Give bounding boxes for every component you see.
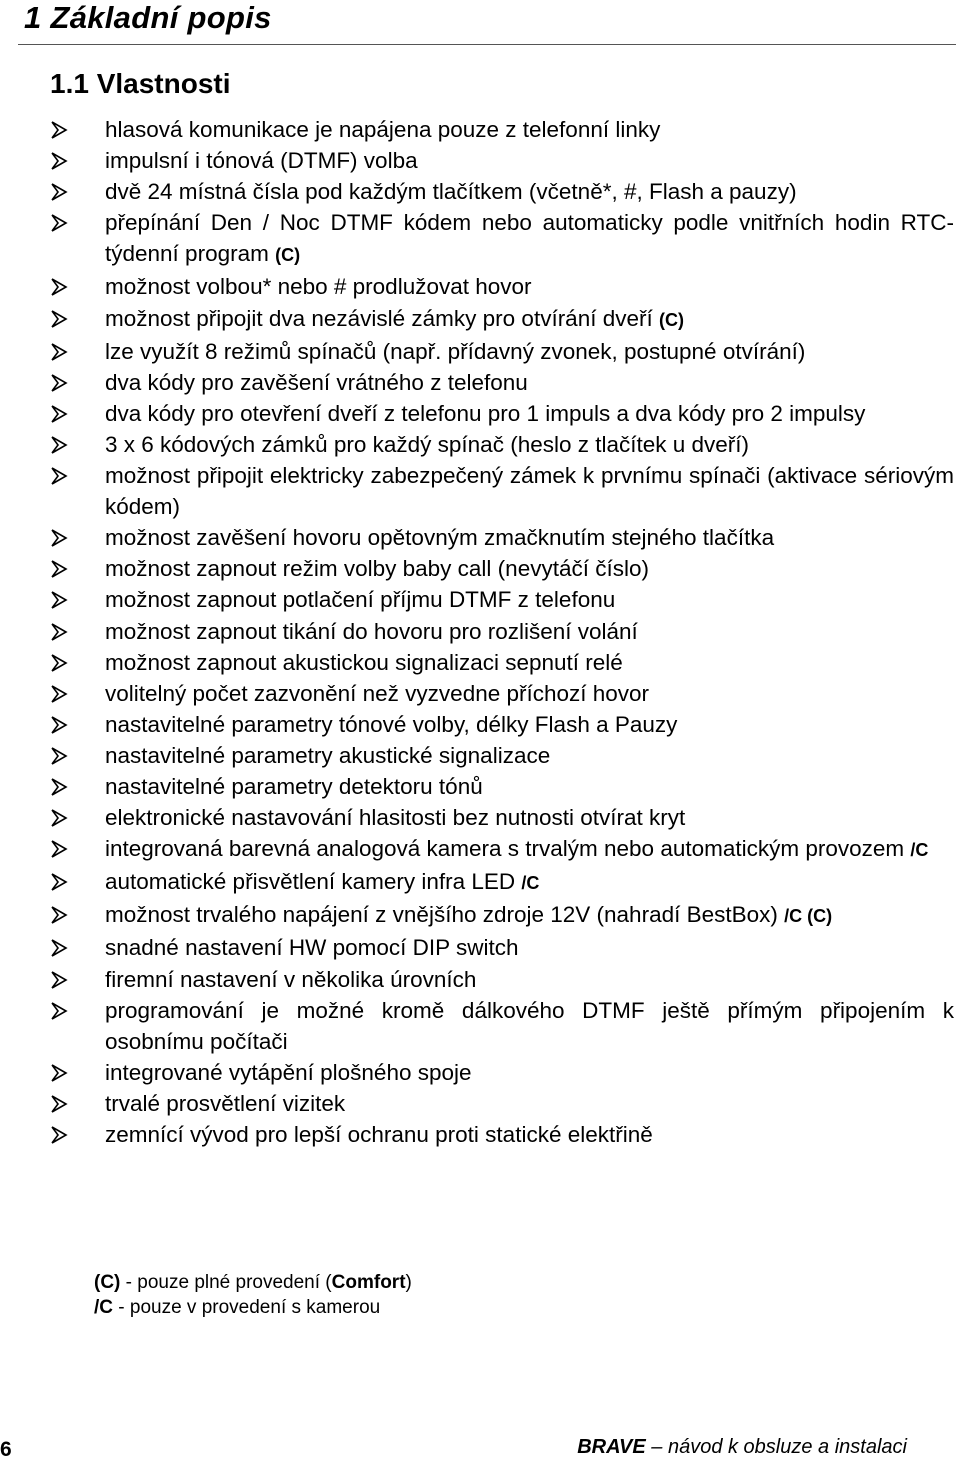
arrow-bullet-icon xyxy=(50,405,70,423)
list-item xyxy=(0,771,960,802)
arrow-bullet-icon xyxy=(50,685,70,703)
legend-comfort-word: Comfort xyxy=(331,1272,406,1293)
list-item-text xyxy=(105,553,954,584)
list-item xyxy=(0,460,960,522)
list-item-text xyxy=(105,207,954,271)
list-item-text xyxy=(105,460,954,522)
list-item-text xyxy=(105,709,954,740)
arrow-bullet-icon xyxy=(50,343,70,361)
list-item-text xyxy=(105,802,954,833)
arrow-bullet-icon xyxy=(50,591,70,609)
list-item-label: nastavitelné parametry detektoru tónů xyxy=(105,773,483,799)
section-heading: 1.1 Vlastnosti xyxy=(50,68,231,99)
variant-mark: /C xyxy=(910,840,929,861)
list-item-label: nastavitelné parametry akustické signalizace xyxy=(105,742,551,768)
list-item xyxy=(0,429,960,460)
list-item-text xyxy=(105,932,954,963)
list-item xyxy=(0,145,960,176)
list-item xyxy=(0,303,960,336)
list-item-label: možnost zavěšení hovoru opětovným zmačknutím stejného tlačítka xyxy=(105,525,775,551)
arrow-bullet-icon xyxy=(50,183,70,201)
legend-line-camera xyxy=(94,1295,412,1320)
list-item-text xyxy=(105,964,954,995)
legend-code-c: (C) xyxy=(94,1272,121,1293)
list-item-text xyxy=(105,303,954,336)
list-item-label: možnost zapnout tikání do hovoru pro rozlišení volání xyxy=(105,618,638,644)
list-item-text xyxy=(105,176,954,207)
variant-mark: /C xyxy=(521,873,540,894)
footer-brand: BRAVE xyxy=(577,1436,646,1458)
arrow-bullet-icon xyxy=(50,529,70,547)
chapter-heading: 1 Základní popis xyxy=(24,0,272,35)
list-item-label: možnost zapnout potlačení příjmu DTMF z telefonu xyxy=(105,587,616,613)
list-item xyxy=(0,1088,960,1119)
list-item-text xyxy=(105,336,954,367)
list-item xyxy=(0,616,960,647)
arrow-bullet-icon xyxy=(50,654,70,672)
legend-code-camera: /C xyxy=(94,1297,113,1318)
list-item-text xyxy=(105,771,954,802)
list-item xyxy=(0,866,960,899)
list-item-text xyxy=(105,145,954,176)
arrow-bullet-icon xyxy=(50,560,70,578)
list-item xyxy=(0,932,960,963)
list-item-text xyxy=(105,584,954,615)
list-item-text xyxy=(105,833,954,866)
list-item-label: hlasová komunikace je napájena pouze z telefonní linky xyxy=(105,117,661,142)
list-item-text xyxy=(105,367,954,398)
list-item-label: snadné nastavení HW pomocí DIP switch xyxy=(105,935,519,961)
variant-mark: (C) xyxy=(275,245,301,266)
list-item xyxy=(0,584,960,615)
legend-text-c: - pouze plné provedení ( xyxy=(120,1272,332,1293)
list-item-label: trvalé prosvětlení vizitek xyxy=(105,1090,346,1116)
list-item-label: impulsní i tónová (DTMF) volba xyxy=(105,148,418,174)
variant-mark: /C (C) xyxy=(784,906,833,927)
list-item-text xyxy=(105,1057,954,1088)
list-item-label: přepínání Den / Noc DTMF kódem nebo automaticky podle vnitřních hodin RTC- týdenní program xyxy=(105,210,954,267)
page-number: 6 xyxy=(0,1438,12,1461)
list-item-text xyxy=(105,647,954,678)
list-item-label: automatické přisvětlení kamery infra LED xyxy=(105,869,522,895)
list-item xyxy=(0,802,960,833)
arrow-bullet-icon xyxy=(50,809,70,827)
list-item-text xyxy=(105,1119,954,1150)
arrow-bullet-icon xyxy=(50,939,70,957)
list-item-label: možnost připojit elektricky zabezpečený zámek k prvnímu spínači (aktivace sériovým kódem) xyxy=(105,463,954,520)
list-item-label: možnost zapnout akustickou signalizaci sepnutí relé xyxy=(105,649,623,675)
arrow-bullet-icon xyxy=(50,716,70,734)
list-item-label: 3 x 6 kódových zámků pro každý spínač (heslo z tlačítek u dveří) xyxy=(105,431,750,457)
list-item xyxy=(0,740,960,771)
arrow-bullet-icon xyxy=(50,840,70,858)
list-item-label: firemní nastavení v několika úrovních xyxy=(105,966,477,992)
list-item-label: dva kódy pro zavěšení vrátného z telefonu xyxy=(105,369,528,395)
list-item-text xyxy=(105,522,954,553)
arrow-bullet-icon xyxy=(50,310,70,328)
arrow-bullet-icon xyxy=(50,278,70,296)
list-item-text xyxy=(105,616,954,647)
list-item xyxy=(0,709,960,740)
list-item xyxy=(0,207,960,271)
list-item-text xyxy=(105,678,954,709)
arrow-bullet-icon xyxy=(50,1064,70,1082)
list-item xyxy=(0,398,960,429)
list-item-text xyxy=(105,429,954,460)
legend-text-c-end: ) xyxy=(405,1272,412,1293)
list-item-text xyxy=(105,740,954,771)
list-item xyxy=(0,1057,960,1088)
feature-list xyxy=(0,114,960,1150)
list-item-text xyxy=(105,995,954,1057)
arrow-bullet-icon xyxy=(50,623,70,641)
footer-title xyxy=(577,1436,907,1459)
list-item-label: elektronické nastavování hlasitosti bez nutnosti otvírat kryt xyxy=(105,805,686,831)
list-item-label: nastavitelné parametry tónové volby, délky Flash a Pauzy xyxy=(105,711,678,737)
legend-text-camera: - pouze v provedení s kamerou xyxy=(113,1297,381,1318)
arrow-bullet-icon xyxy=(50,1002,70,1020)
arrow-bullet-icon xyxy=(50,778,70,796)
arrow-bullet-icon xyxy=(50,747,70,765)
list-item-text xyxy=(105,114,954,145)
list-item xyxy=(0,995,960,1057)
list-item xyxy=(0,833,960,866)
list-item-label: možnost připojit dva nezávislé zámky pro otvírání dveří xyxy=(105,305,659,331)
list-item-label: integrované vytápění plošného spoje xyxy=(105,1059,472,1085)
list-item-text xyxy=(105,398,954,429)
variant-mark: (C) xyxy=(659,309,684,330)
list-item xyxy=(0,964,960,995)
list-item xyxy=(0,522,960,553)
arrow-bullet-icon xyxy=(50,121,70,139)
list-item xyxy=(0,553,960,584)
arrow-bullet-icon xyxy=(50,436,70,454)
list-item xyxy=(0,678,960,709)
list-item-label: dva kódy pro otevření dveří z telefonu pro 1 impuls a dva kódy pro 2 impulsy xyxy=(105,400,866,426)
arrow-bullet-icon xyxy=(50,1095,70,1113)
list-item-label: možnost volbou* nebo # prodlužovat hovor xyxy=(105,274,532,300)
list-item xyxy=(0,114,960,145)
arrow-bullet-icon xyxy=(50,374,70,392)
arrow-bullet-icon xyxy=(50,906,70,924)
list-item-label: možnost trvalého napájení z vnějšího zdroje 12V (nahradí BestBox) xyxy=(105,902,785,928)
list-item xyxy=(0,647,960,678)
arrow-bullet-icon xyxy=(50,214,70,232)
list-item-label: zemnící vývod pro lepší ochranu proti statické elektřině xyxy=(105,1122,653,1147)
arrow-bullet-icon xyxy=(50,467,70,485)
list-item-text xyxy=(105,271,954,302)
legend xyxy=(94,1270,412,1320)
list-item xyxy=(0,1119,960,1150)
list-item-text xyxy=(105,866,954,899)
arrow-bullet-icon xyxy=(50,152,70,170)
list-item xyxy=(0,176,960,207)
list-item-label: dvě 24 místná čísla pod každým tlačítkem (včetně*, #, Flash a pauzy) xyxy=(105,179,797,205)
list-item-label: integrovaná barevná analogová kamera s trvalým nebo automatickým provozem xyxy=(105,836,911,862)
list-item xyxy=(0,271,960,302)
arrow-bullet-icon xyxy=(50,971,70,989)
list-item xyxy=(0,899,960,932)
legend-line-comfort xyxy=(94,1270,412,1295)
heading-rule xyxy=(18,44,956,45)
list-item-label: možnost zapnout režim volby baby call (nevytáčí číslo) xyxy=(105,556,649,582)
list-item xyxy=(0,336,960,367)
list-item-text xyxy=(105,899,954,932)
list-item-label: volitelný počet zazvonění než vyzvedne příchozí hovor xyxy=(105,680,650,706)
list-item-text xyxy=(105,1088,954,1119)
arrow-bullet-icon xyxy=(50,873,70,891)
footer-subtitle: – návod k obsluze a instalaci xyxy=(645,1436,907,1458)
list-item-label: lze využít 8 režimů spínačů (např. přídavný zvonek, postupné otvírání) xyxy=(105,338,806,364)
arrow-bullet-icon xyxy=(50,1126,70,1144)
list-item-label: programování je možné kromě dálkového DTMF ještě přímým připojením k osobnímu počítači xyxy=(105,997,954,1054)
list-item xyxy=(0,367,960,398)
